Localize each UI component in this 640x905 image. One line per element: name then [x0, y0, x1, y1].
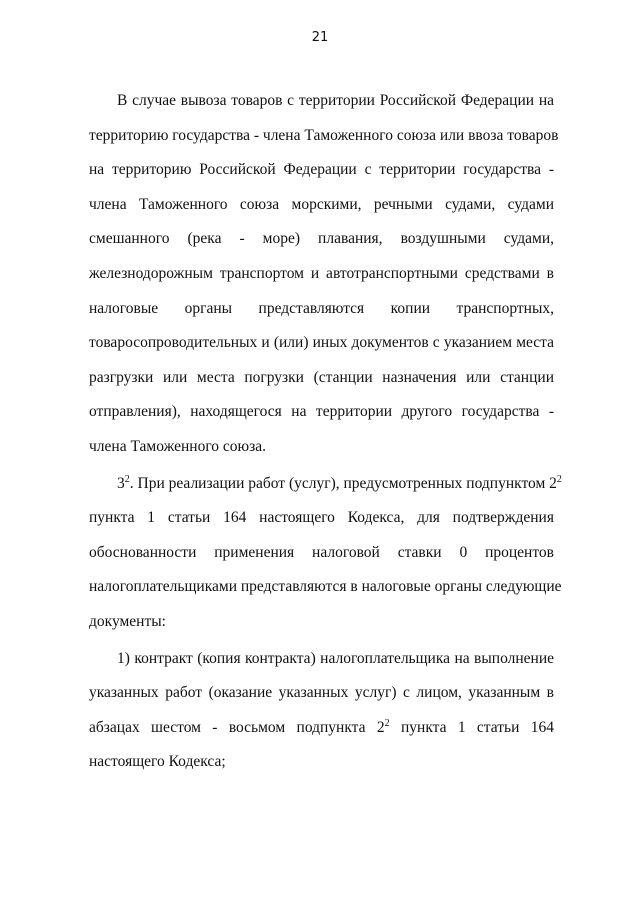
paragraph-line: на территорию Российской Федерации с территории государства - [89, 161, 554, 179]
paragraph-line: указанных работ (оказание указанных услуг) с лицом, указанным в [89, 684, 554, 702]
paragraph-export-transport [89, 84, 559, 465]
paragraph-line: смешанного (река - море) плавания, воздушными судами, [89, 230, 554, 248]
paragraph-line: налогоплательщиками представляются в налоговые органы следующие [89, 578, 562, 596]
paragraph-line [89, 711, 554, 746]
paragraph-item-1 [89, 642, 554, 780]
page-number: 21 [311, 30, 329, 45]
subclause-superscript: 2 [556, 473, 562, 485]
paragraph-line [89, 467, 562, 502]
paragraph-line: железнодорожным транспортом и автотранспортными средствами в [89, 264, 554, 282]
paragraph-line: территорию государства - члена Таможенного союза или ввоза товаров [89, 126, 559, 144]
subclause-superscript: 2 [384, 717, 390, 729]
clause-number: 3 [117, 474, 125, 492]
paragraph-line: разгрузки или места погрузки (станции назначения или станции [89, 368, 554, 386]
paragraph-clause-3-2 [89, 467, 562, 640]
paragraph-line: члена Таможенного союза морскими, речными судами, судами [89, 195, 554, 213]
paragraph-line: 1) контракт (копия контракта) налогоплательщика на выполнение [117, 649, 554, 667]
clause-number-superscript: 2 [124, 473, 130, 485]
paragraph-line: документы: [89, 612, 166, 630]
paragraph-line: настоящего Кодекса; [89, 753, 226, 771]
paragraph-line: пункта 1 статьи 164 настоящего Кодекса, для подтверждения [89, 509, 554, 527]
document-body [89, 84, 562, 780]
clause-text: . При реализации работ (услуг), предусмотренных подпунктом 2 [129, 474, 557, 492]
paragraph-line: отправления), находящегося на территории другого государства - [89, 403, 554, 421]
item-text-after: пункта 1 статьи 164 [389, 718, 554, 736]
paragraph-line: члена Таможенного союза. [89, 437, 267, 455]
paragraph-line: товаросопроводительных и (или) иных документов с указанием места [89, 334, 554, 352]
item-text-before: абзацах шестом - восьмом подпункта 2 [89, 718, 385, 736]
paragraph-line: обоснованности применения налоговой ставки 0 процентов [89, 543, 554, 561]
paragraph-line: В случае вывоза товаров с территории Российской Федерации на [117, 92, 554, 109]
paragraph-line: налоговые органы представляются копии транспортных, [89, 299, 554, 317]
